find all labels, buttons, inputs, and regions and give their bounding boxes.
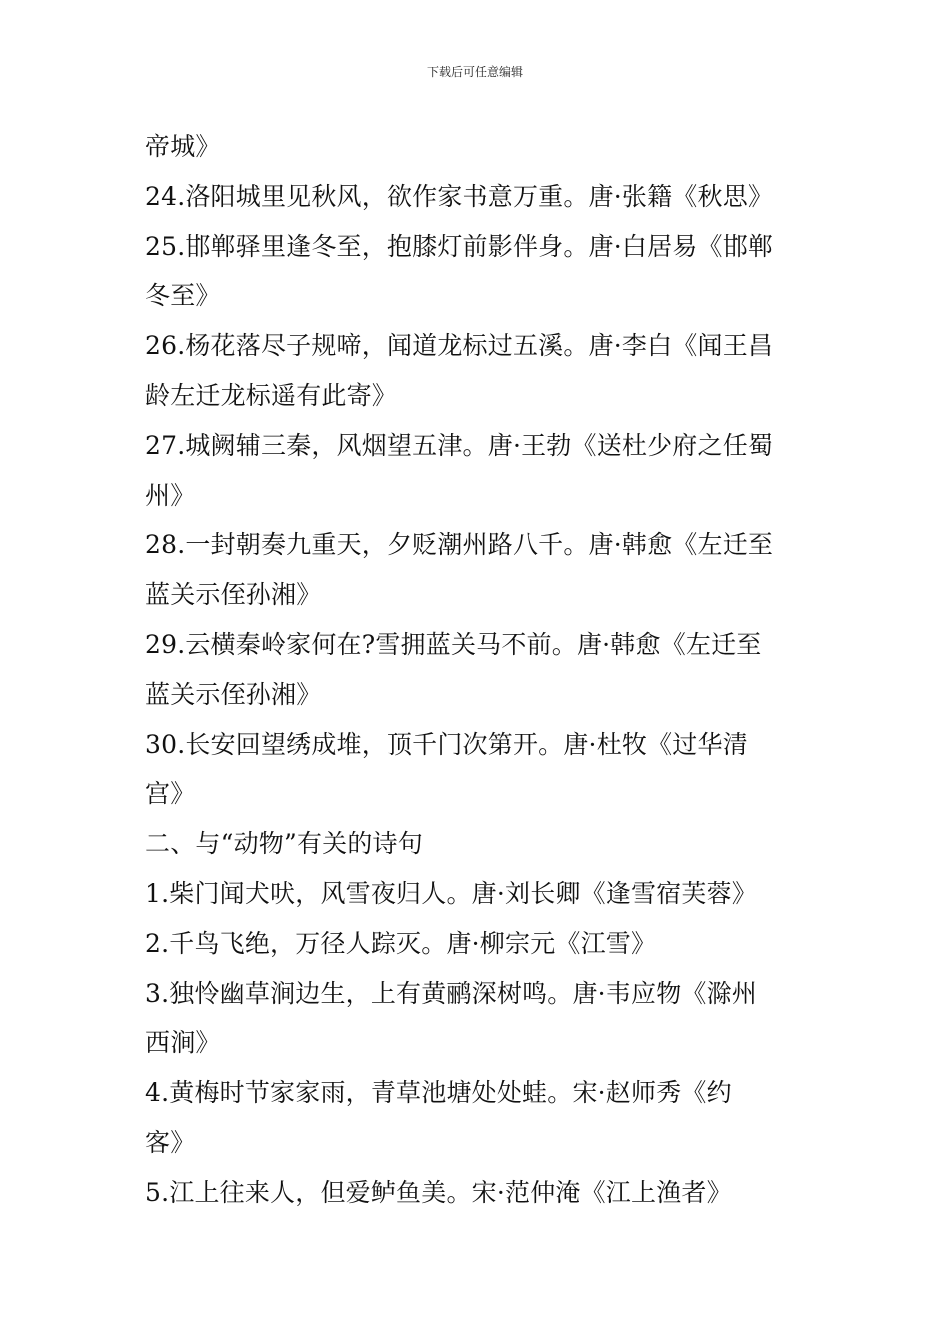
text-line: 5.江上往来人，但爱鲈鱼美。宋·范仲淹《江上渔者》 xyxy=(145,1177,732,1207)
document-body xyxy=(145,122,825,1218)
text-line: 西涧》 xyxy=(145,1028,221,1058)
text-line: 龄左迁龙标遥有此寄》 xyxy=(145,380,398,410)
text-line: 24.洛阳城里见秋风，欲作家书意万重。唐·张籍《秋思》 xyxy=(145,181,774,211)
page-header: 下载后可任意编辑 xyxy=(426,65,523,79)
section-heading: 二、与“动物”有关的诗句 xyxy=(145,829,423,859)
text-line: 30.长安回望绣成堆，顶千门次第开。唐·杜牧《过华清 xyxy=(145,729,748,759)
text-line: 蓝关示侄孙湘》 xyxy=(145,679,322,709)
text-line: 蓝关示侄孙湘》 xyxy=(145,580,322,610)
text-line: 2.千鸟飞绝，万径人踪灭。唐·柳宗元《江雪》 xyxy=(145,928,657,958)
text-line: 3.独怜幽草涧边生，上有黄鹂深树鸣。唐·韦应物《滁州 xyxy=(145,978,758,1008)
text-line: 帝城》 xyxy=(145,132,221,161)
text-line: 1.柴门闻犬吠，风雪夜归人。唐·刘长卿《逢雪宿芙蓉》 xyxy=(145,878,758,908)
text-line: 27.城阙辅三秦，风烟望五津。唐·王勃《送杜少府之任蜀 xyxy=(145,430,774,460)
text-line: 州》 xyxy=(145,480,196,510)
text-line: 4.黄梅时节家家雨，青草池塘处处蛙。宋·赵师秀《约 xyxy=(145,1078,732,1108)
text-line: 26.杨花落尽子规啼，闻道龙标过五溪。唐·李白《闻王昌 xyxy=(145,331,774,361)
text-line: 25.邯郸驿里逢冬至，抱膝灯前影伴身。唐·白居易《邯郸 xyxy=(145,231,774,261)
text-line: 宫》 xyxy=(145,779,196,809)
text-line: 客》 xyxy=(145,1127,196,1157)
text-line: 冬至》 xyxy=(145,281,221,311)
text-line: 28.一封朝奏九重天，夕贬潮州路八千。唐·韩愈《左迁至 xyxy=(145,530,774,560)
text-line: 29.云横秦岭家何在?雪拥蓝关马不前。唐·韩愈《左迁至 xyxy=(145,629,762,659)
